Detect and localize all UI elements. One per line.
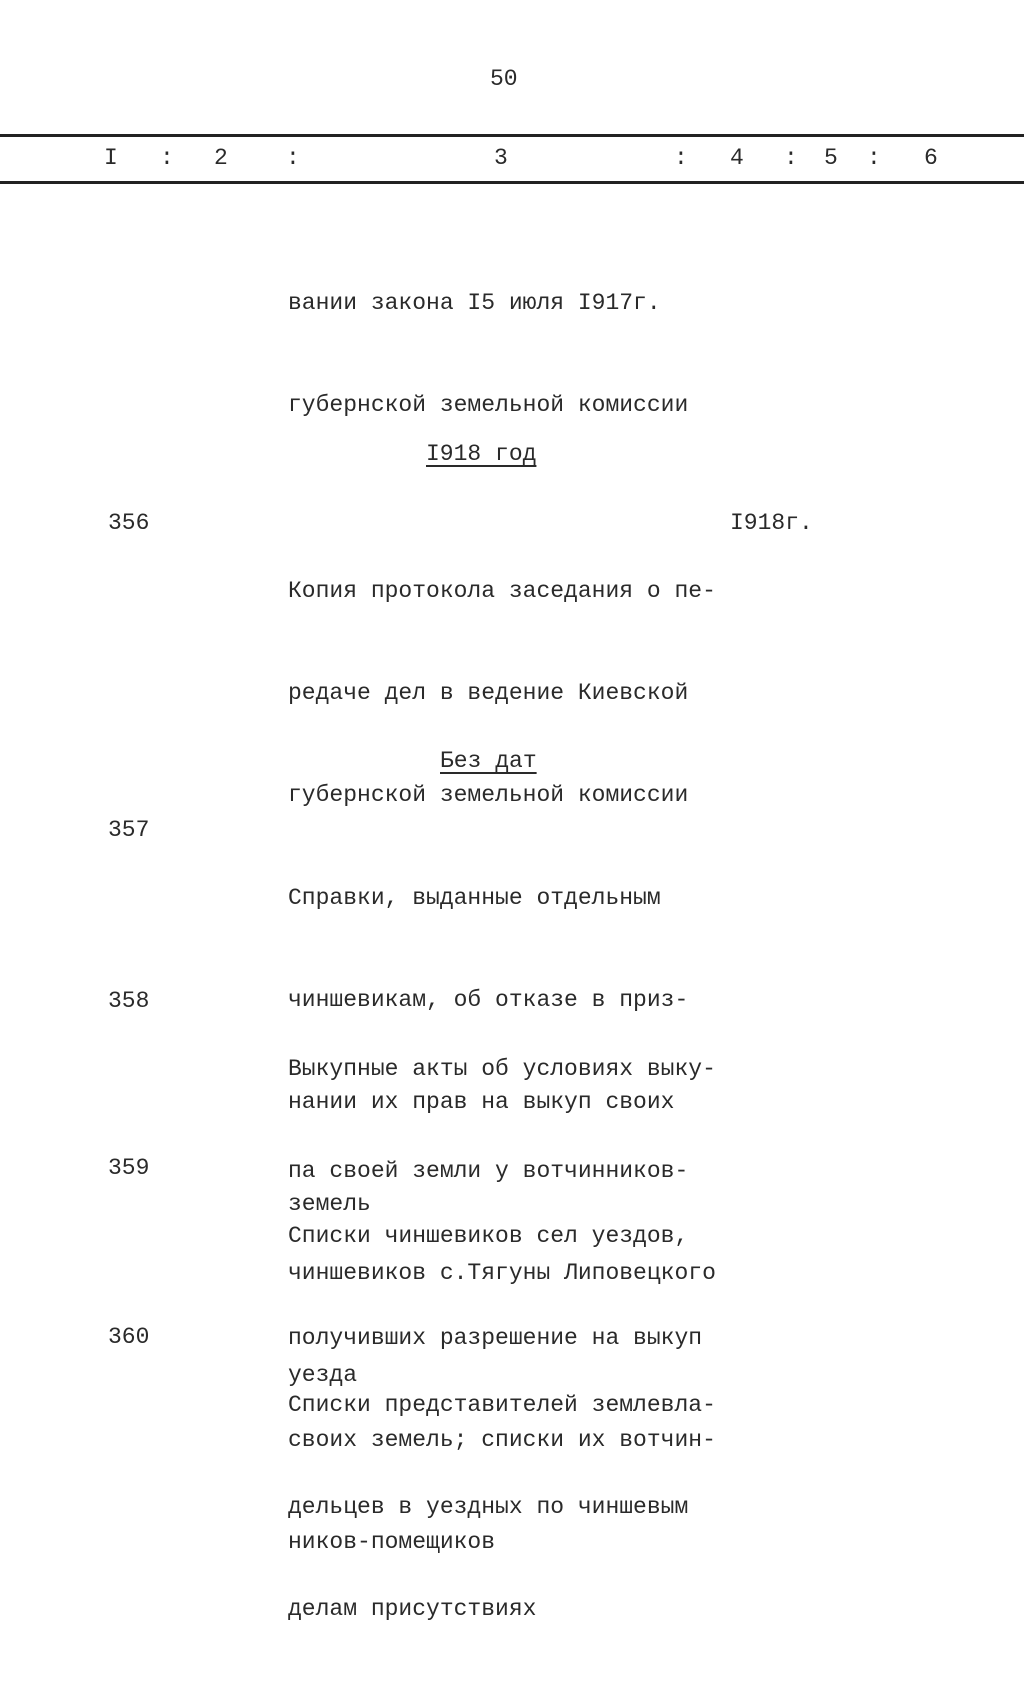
entry-title bbox=[288, 1320, 716, 1694]
entry-number: 358 bbox=[108, 988, 150, 1014]
text-line: Списки чиншевиков сел уездов, bbox=[288, 1223, 689, 1249]
continuation-text bbox=[288, 218, 688, 456]
text-line: получивших разрешение на выкуп bbox=[288, 1325, 703, 1351]
text-line: дельцев в уездных по чиншевым bbox=[288, 1494, 689, 1520]
column-separator: : bbox=[160, 145, 174, 171]
text-line: губернской земельной комиссии bbox=[288, 782, 689, 808]
text-line: па своей земли у вотчинников- bbox=[288, 1158, 689, 1184]
text-line: чиншевикам, об отказе в приз- bbox=[288, 987, 689, 1013]
text-line: вании закона I5 июля I917г. bbox=[288, 290, 661, 316]
entry-number: 357 bbox=[108, 817, 150, 843]
text-line: Выкупные акты об условиях выку- bbox=[288, 1056, 716, 1082]
text-line: делам присутствиях bbox=[288, 1596, 537, 1622]
text-line: своих земель; списки их вотчин- bbox=[288, 1427, 716, 1453]
column-header: 4 bbox=[730, 145, 744, 171]
column-separator: : bbox=[674, 145, 688, 171]
column-separator: : bbox=[867, 145, 881, 171]
entry-date: I918г. bbox=[730, 510, 813, 536]
column-separator: : bbox=[286, 145, 300, 171]
text-line: губернской земельной комиссии bbox=[288, 392, 689, 418]
section-heading-undated: Без дат bbox=[440, 748, 537, 774]
text-line: земель bbox=[288, 1191, 371, 1217]
entry-number: 356 bbox=[108, 510, 150, 536]
column-header: 5 bbox=[824, 145, 838, 171]
column-header: 2 bbox=[214, 145, 228, 171]
column-header: I bbox=[104, 145, 118, 171]
text-line: уезда bbox=[288, 1362, 358, 1388]
section-heading-1918: I918 год bbox=[426, 441, 537, 467]
column-header: 3 bbox=[494, 145, 508, 171]
entry-number: 359 bbox=[108, 1155, 150, 1181]
text-line: нании их прав на выкуп своих bbox=[288, 1089, 675, 1115]
text-line: чиншевиков с.Тягуны Липовецкого bbox=[288, 1260, 716, 1286]
text-line: редаче дел в ведение Киевской bbox=[288, 680, 689, 706]
column-header: 6 bbox=[924, 145, 938, 171]
text-line: Списки представителей землевла- bbox=[288, 1392, 716, 1418]
text-line: Копия протокола заседания о пе- bbox=[288, 578, 716, 604]
table-header-top-rule bbox=[0, 134, 1024, 137]
column-separator: : bbox=[784, 145, 798, 171]
entry-number: 360 bbox=[108, 1324, 150, 1350]
text-line: Справки, выданные отдельным bbox=[288, 885, 661, 911]
text-line: ников-помещиков bbox=[288, 1529, 496, 1555]
table-header-bottom-rule bbox=[0, 181, 1024, 184]
page-number: 50 bbox=[490, 66, 518, 92]
